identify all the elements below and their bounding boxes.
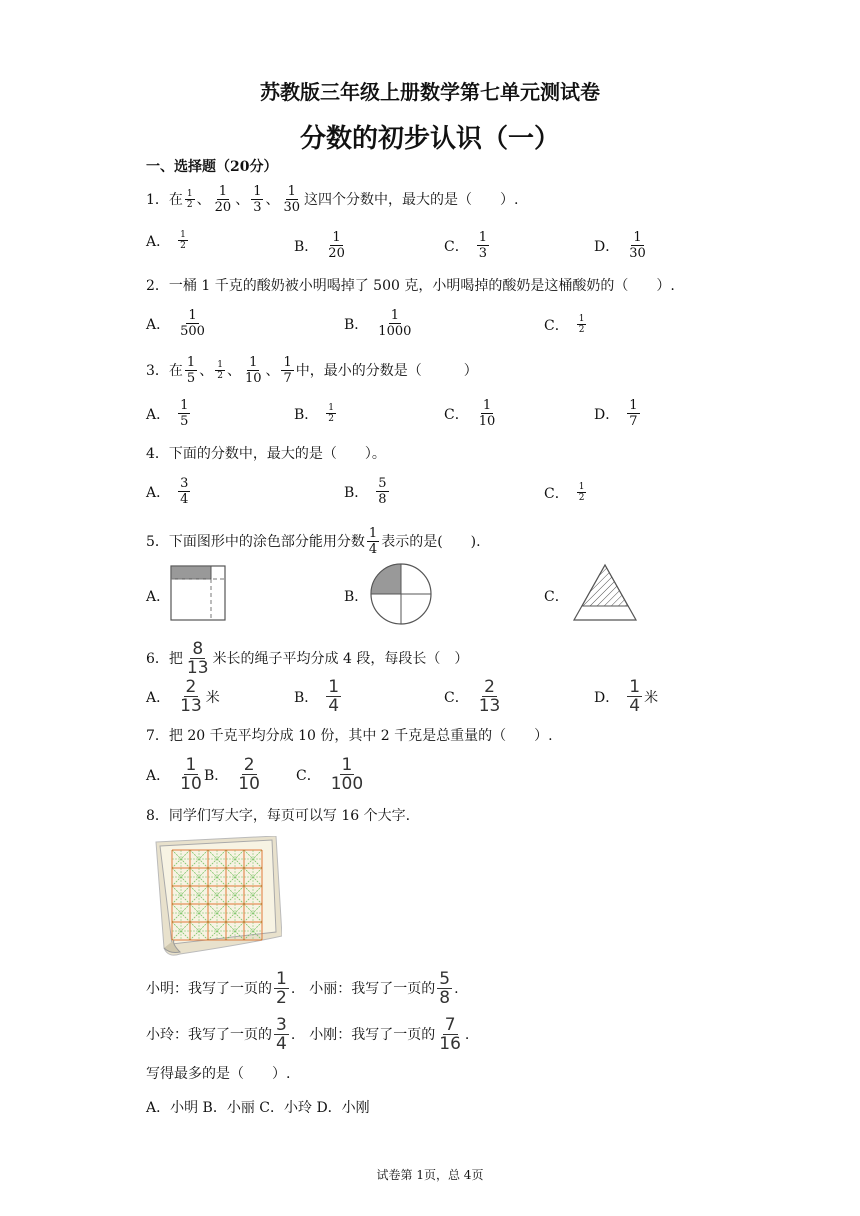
q3-option-b[interactable]: B． $\frac{1}{2}$ xyxy=(294,403,335,424)
question-6: 6．把 $\frac{8}{13}$ 米长的绳子平均分成 4 段，每段长（ ） xyxy=(146,639,469,678)
question-7: 7．把 20 千克平均分成 10 份，其中 2 千克是总重量的（ ）. xyxy=(146,728,553,744)
q6-option-d[interactable]: D． $\frac{1}{4}$ 米 xyxy=(594,677,659,716)
question-8: 8．同学们写大字，每页可以写 16 个大字. xyxy=(146,808,411,824)
q5-option-b[interactable]: B． xyxy=(344,589,369,605)
question-4: 4．下面的分数中，最大的是（ ）。 xyxy=(146,446,386,462)
q5-option-c[interactable]: C． xyxy=(544,589,569,605)
q3-option-c[interactable]: C． $\frac{1}{10}$ xyxy=(444,398,496,429)
q8-options[interactable]: A．小明 B．小丽 C．小玲 D．小刚 xyxy=(146,1100,370,1116)
quarter-square-figure xyxy=(170,565,226,621)
q6-option-a[interactable]: A． $\frac{2}{13}$ 米 xyxy=(146,677,220,716)
q8-statement-2: 小玲：我写了一页的 $\frac{3}{4}$ . 小刚：我写了一页的 $\frac{7}{16}$ . xyxy=(146,1015,470,1054)
question-3: 3． 在 $\frac{1}{5}$ 、 $\frac{1}{2}$ 、 $\frac{1}{10}$ 、 $\frac{1}{7}$ 中，最小的分数是（ ） xyxy=(146,355,478,386)
q1-option-b[interactable]: B． $\frac{1}{20}$ xyxy=(294,230,345,261)
q8-statement-1: 小明：我写了一页的 $\frac{1}{2}$ . 小丽：我写了一页的 $\frac{5}{8}$ . xyxy=(146,969,459,1008)
q4-option-a[interactable]: A． $\frac{3}{4}$ xyxy=(146,476,189,507)
q3-option-a[interactable]: A． $\frac{1}{5}$ xyxy=(146,398,189,429)
q6-option-b[interactable]: B． $\frac{1}{4}$ xyxy=(294,677,340,716)
quarter-circle-figure xyxy=(369,562,433,626)
q2-option-a[interactable]: A． $\frac{1}{500}$ xyxy=(146,308,205,339)
q1-option-c[interactable]: C． $\frac{1}{3}$ xyxy=(444,230,487,261)
hatched-triangle-figure xyxy=(570,562,640,624)
fraction: $\frac{1}{2}$ xyxy=(186,189,193,210)
q1-option-a[interactable]: A． $\frac{1}{2}$ xyxy=(146,230,186,251)
q7-option-b[interactable]: B． $\frac{2}{10}$ xyxy=(204,755,260,794)
q5-option-a[interactable]: A． xyxy=(146,589,171,605)
calligraphy-grid-paper-image xyxy=(150,836,282,960)
question-1: 1． 在 $\frac{1}{2}$ 、 $\frac{1}{20}$ 、 $\frac{1}{3}$ 、 $\frac{1}{30}$ 这四个分数中，最大的是（ ）. xyxy=(146,184,519,215)
question-5: 5．下面图形中的涂色部分能用分数 $\frac{1}{4}$ 表示的是( ). xyxy=(146,526,481,557)
q4-option-b[interactable]: B． $\frac{5}{8}$ xyxy=(344,476,387,507)
question-2: 2．一桶 1 千克的酸奶被小明喝掉了 500 克，小明喝掉的酸奶是这桶酸奶的（ ）. xyxy=(146,278,675,294)
q4-option-c[interactable]: C． $\frac{1}{2}$ xyxy=(544,482,585,503)
page-footer: 试卷第 1页，总 4页 xyxy=(376,1168,484,1182)
section-heading: 一、选择题（20分） xyxy=(146,159,278,175)
exam-subtitle: 分数的初步认识（一） xyxy=(299,124,560,154)
q2-option-c[interactable]: C． $\frac{1}{2}$ xyxy=(544,314,585,335)
q3-option-d[interactable]: D． $\frac{1}{7}$ xyxy=(594,398,638,429)
q8-question: 写得最多的是（ ）. xyxy=(146,1066,291,1082)
q2-option-b[interactable]: B． $\frac{1}{1000}$ xyxy=(344,308,412,339)
q1-option-d[interactable]: D． $\frac{1}{30}$ xyxy=(594,230,646,261)
exam-title: 苏教版三年级上册数学第七单元测试卷 xyxy=(260,80,600,104)
q7-option-c[interactable]: C． $\frac{1}{100}$ xyxy=(296,755,364,794)
q7-option-a[interactable]: A． $\frac{1}{10}$ xyxy=(146,755,202,794)
q6-option-c[interactable]: C． $\frac{2}{13}$ xyxy=(444,677,501,716)
